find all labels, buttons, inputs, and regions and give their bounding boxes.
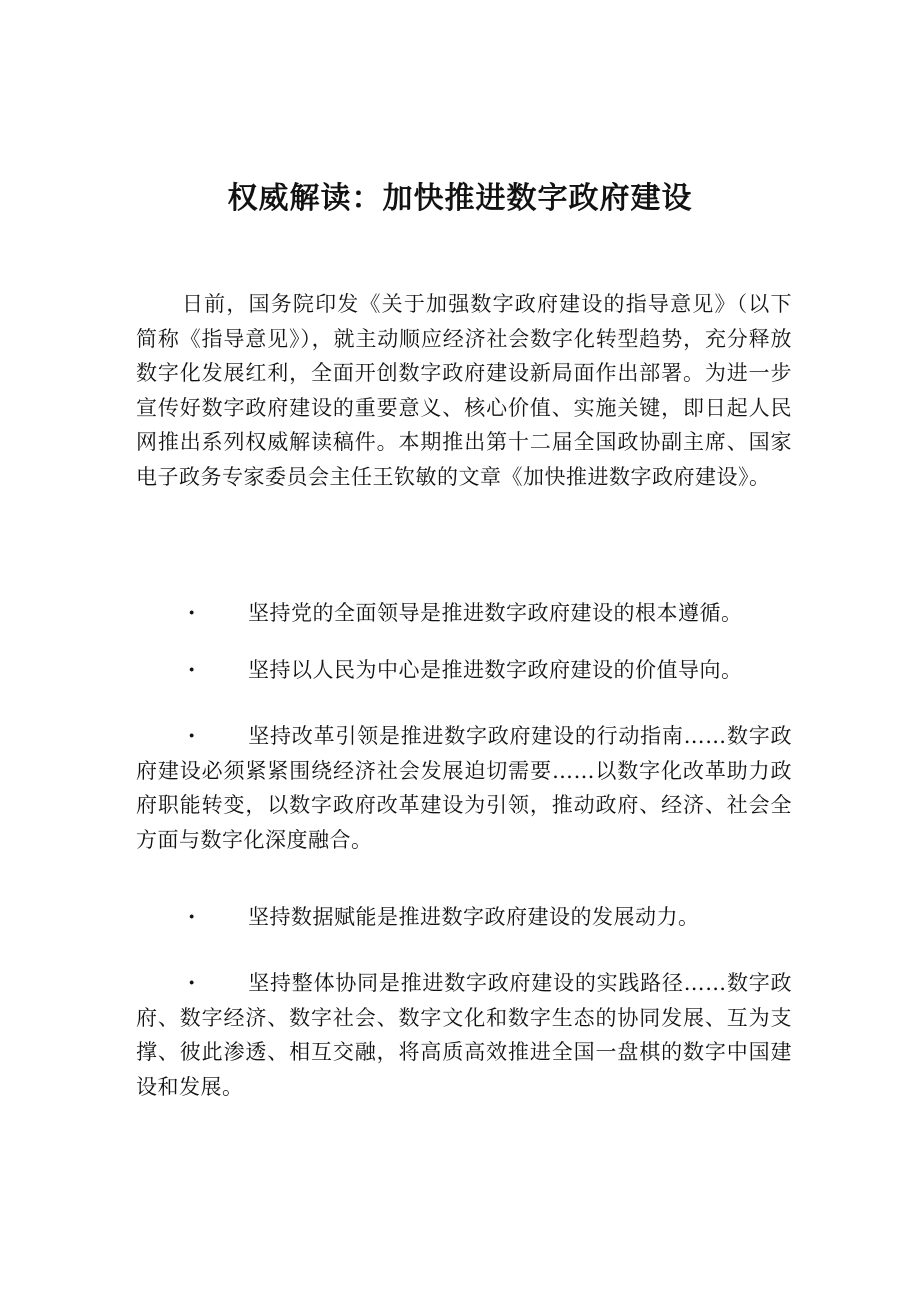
list-item-text: 坚持党的全面领导是推进数字政府建设的根本遵循。 <box>248 601 743 625</box>
bullet-icon: · <box>188 904 196 929</box>
bullet-icon: · <box>188 657 196 682</box>
page-title: 权威解读：加快推进数字政府建设 <box>227 181 693 216</box>
intro-paragraph: 日前，国务院印发《关于加强数字政府建设的指导意见》（以下简称《指导意见》），就主动顺应经济社会数字化转型趋势，充分释放数字化发展红利，全面开创数字政府建设新局面作出部署。为进一步宣传好数字政府建设的重要意义、核心价值、实施关键，即日起人民网推出系列权威解读稿件。本期推出第十二届全国政协副主席、国家电子政务专家委员会主任王钦敏的文章《加快推进数字政府建设》。 <box>136 292 792 489</box>
bullet-icon: · <box>188 600 196 625</box>
list-item <box>136 900 792 935</box>
list-item-text: 坚持数据赋能是推进数字政府建设的发展动力。 <box>248 905 700 929</box>
list-item <box>136 653 792 688</box>
list-item-text: 坚持整体协同是推进数字政府建设的实践路径……数字政府、数字经济、数字社会、数字文化和数字生态的协同发展、互为支撑、彼此渗透、相互交融，将高质高效推进全国一盘棋的数字中国建设和发展。 <box>136 971 792 1099</box>
list-item <box>136 966 792 1104</box>
list-item <box>136 719 792 857</box>
list-item-text: 坚持以人民为中心是推进数字政府建设的价值导向。 <box>248 658 743 682</box>
list-item-text: 坚持改革引领是推进数字政府建设的行动指南……数字政府建设必须紧紧围绕经济社会发展迫切需要……以数字化改革助力政府职能转变，以数字政府改革建设为引领，推动政府、经济、社会全方面与数字化深度融合。 <box>136 724 792 852</box>
bullet-icon: · <box>188 723 196 748</box>
list-item <box>136 596 792 631</box>
bullet-icon: · <box>188 970 196 995</box>
